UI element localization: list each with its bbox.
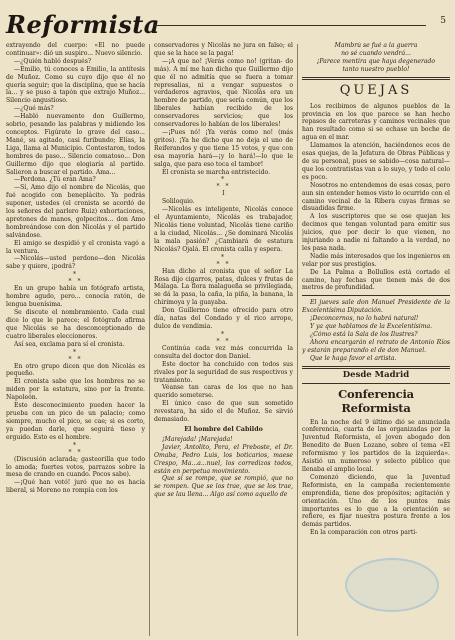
paragraph: Este doctor ha concluido con todos sus rivales por la seguridad de sus respectivos y tratamiento.	[154, 360, 293, 384]
section-rule	[302, 383, 450, 384]
verse-line: ¡Parece mentira que haya degenerado	[316, 57, 436, 65]
column-divider	[297, 44, 298, 636]
paragraph: —Nicolás es inteligente, Nicolás conoce el Ayuntamiento, Nicolás es trabajador, Nicolás tiene voluntad, Nicolás tiene cariño a la ciudad, Nicolás... ¿Se dominará Nicolás la mala pasión? ¿Cambiará de estatura Nicolás? Ojalá. El cronista calla y espera.	[154, 206, 293, 253]
paragraph: Que sí se rompe, que se rompió, que no se rompen. Que se los trae, que se los trae, que se lau llena... Algo así como aquello de	[154, 475, 293, 499]
paragraph: El único caso de que sun sometido revestara, ha sido el de Muñoz. Se sirvió demasiado.	[154, 400, 293, 424]
paragraph: El cronista se marcha entristecido.	[162, 168, 271, 176]
paragraph: —¿Qué más?	[14, 105, 54, 113]
column-divider	[149, 44, 150, 636]
paragraph: extrayendo del cuerpo: «El no puede continuar»: dió un suspiro... Nuevo silencio.	[6, 42, 145, 57]
paragraph: Este desconocimiento pueden hacer la prueba con un pico de un palacio; como siempre, mucho el pico, se cae; si es corto, ya puedan darle, que seguirá tieso y erguido. Esto es el hombre.	[6, 402, 145, 441]
masthead-rule	[154, 25, 426, 26]
page-number: 5	[440, 16, 446, 26]
paragraph: Soliloquio.	[162, 198, 195, 206]
note: ¡Deconcernos, no lo habrá natural!	[310, 315, 419, 323]
verse-line: Mambrú se fué a la guerra	[334, 42, 418, 49]
paragraph: —Perdona. ¿Tú eran Ama?	[14, 176, 96, 184]
paragraph: Han dicho al cronista que el señor La Rosa dijo cigarros, patas, dulces y frutas de Málaga. La flora malagueña se privilegiada, se dá la pasa, la caña, la piña, la banana, la chirimoya y la guayaba.	[154, 267, 293, 307]
paragraph: A los suscriptores que se ose quejan les decimos que tengan voluntad para emitir sus juicios, que por decir lo que vienen, no injuriando a nadie ni faltando a la verdad, no les pasa nada.	[302, 213, 450, 252]
paragraph: Comenzó diciendo, que la Juventud Reformista, en la campaña recientemente emprendida, tiene dos propósitos; agitación y orientación. Uno de los puntos más importantes es lo que a la orientación se refiere, es fijar nuestra postura frente a los demás partidos.	[302, 473, 450, 529]
masthead-logo: Reformista	[6, 10, 160, 39]
paragraph: —Sí, Amo dijo el nombre de Nicolás, que fué acogido con beneplácito. Ya podrás suponer, ustedes (el cronista se acordó de los señores del parlero Ruiz) exhortaciones, apretones de manos, golpecitos... don Amo hombreándose con don Nicolás y el partido salvándose.	[6, 184, 145, 239]
paragraph: Llamamos la atención, haciéndonos ecos de esas quejas, de la Jefatura de Obras Públicas y de su personal, pues se sabido—cosa natural—que los contratistas van a lo suyo, y todo el celo es poco.	[302, 142, 450, 181]
separator-asterisks: * * *	[216, 330, 231, 345]
paragraph: —Emilio, tú conoces a Emilio, la antítesis de Muñoz. Como su cuyo dijo que él no quería seguir; que la disciplina, que se hacía la... y se puso a tapón que extrajo Muñoz... Silencio angustioso.	[6, 65, 145, 105]
paragraph: Se discute el nombramiento. Cada cual dice lo que le parece; el fotógrafo afirma que Nicolás se ha desconceptionado de cuatro liberales eleccioneros.	[6, 309, 145, 340]
paragraph: Javier, Antolito, Pera, el Preboste, el Dr. Omaba, Pedro Luis, los boticarios, maese Crespo, Ma...a...nuel, los corredizos todos, están en perpetua movimiento.	[154, 443, 293, 475]
separator-asterisks: * * *	[68, 441, 83, 456]
paragraph: Don Guillermo tiene ofrecido para otro día, natas del Condado y el rico arrope, dulce de vendimia.	[154, 307, 293, 330]
section-rule	[302, 295, 450, 296]
separator-asterisks: * * *	[216, 176, 231, 191]
column-1	[6, 42, 145, 638]
separator-asterisks: * * *	[68, 348, 83, 363]
paragraph: El amigo se despidió y el cronista vagó a la ventura.	[6, 239, 145, 255]
note: Y ya que hablamos de la Excelentísima.	[310, 323, 433, 331]
paragraph: En la comparación con otros parti-	[310, 529, 418, 537]
paragraph: En la noche del 9 último dió se anunciada conferencia, cuarta de las organizadas por la Juventud Reformista, el joven abogado don Benedito de Buen Lozano, sobre el tema «El reformismo y los partidos de la izquierda». Asistió un numeroso y selecto público que llenaba el amplio local.	[302, 418, 450, 473]
note: El jueves sale don Manuel Presidente de la Excelentísima Diputación.	[302, 299, 450, 315]
paragraph: —¡A que no! ¡Verás como no! (gritan- do más). A mí me han dicho que Guillermo dijo que él no admitía que se fuera a tomar represalias, ni a vengar supuestos o verdaderos agravios, que Nicolás era un hombre de partido, que sería común, que los liberales habían recibido de los conservadores servicios; que los conservadores lo habían de los liberales!	[154, 57, 293, 129]
separator-asterisks: * * *	[216, 253, 231, 268]
conference-title: Conferencia Reformista	[338, 386, 414, 415]
paragraph: —¡Qué han votó! juró que no es hacía liberal, si Moreno no rompía con los	[6, 479, 145, 495]
paragraph: Así sea, exclama para sí el cronista.	[14, 340, 125, 348]
paragraph: —¿Quién habló después?	[14, 57, 92, 65]
verse-line: no sé cuando vendrá...	[341, 49, 411, 57]
section-rule	[302, 366, 450, 369]
paragraph: —¡Pues nó! ¡Ya verás como no! (más gritos). ¡Ya he dicho que no deja el uno de Reiferandos y que tiene 15 votos, y que con esa mayoría hará—¡y lo hará!—lo que le salga, que para eso toca el tambor!	[154, 128, 293, 168]
masthead	[4, 10, 450, 38]
library-stamp	[345, 558, 439, 612]
section-heading-madrid: Desde Madrid	[342, 369, 410, 380]
section-rule	[302, 77, 450, 80]
paragraph: Continúa cada vez más concurrida la consulta del doctor don Daniel.	[154, 344, 293, 360]
paragraph: conservadores y Nicolás no jura en falso; el que se la hace se la paga!	[154, 42, 293, 57]
column-3	[302, 42, 450, 638]
paragraph: En un grupo había un fotógrafo artista, hombre agudo, pero... conocía ratón, de lengua buenísima.	[6, 285, 145, 309]
separator-asterisks: * * *	[68, 271, 83, 286]
subheading-cabildo: El hombre del Cabildo	[184, 425, 263, 433]
note: Que le haga favor el artista.	[310, 354, 397, 362]
paragraph: De La Palma a Bollullos está cortado el camino, hay fechas que tienen más de dos metros de profundidad.	[302, 268, 450, 292]
note: ¿Cómo está la Sala de los Ilustres?	[310, 331, 418, 338]
paragraph: —Nicolás—usted perdone—don Nicolás sabe y quiere, ¡podrá?	[6, 255, 145, 271]
paragraph: Véanse tan caras de los que no han querido someterse.	[154, 384, 293, 400]
paragraph: (Discusión aclarada; gasteorilla que todo lo amoda; fuertes votos, parrazos sobre la mesa de crando en cuando. Pocos sabe).	[6, 455, 145, 479]
paragraph: Nadie más interesados que los ingenieros en velar por sus prestigios.	[302, 252, 450, 268]
paragraph: ¡Marejada! ¡Marejada!	[162, 435, 233, 443]
column-2	[154, 42, 293, 638]
paragraph: El cronista sabe que los hombres no se miden por la estatura, sino por la frente. Napoleón.	[6, 378, 145, 402]
quejas-title: QUEJAS	[339, 82, 413, 98]
soliloquy-numeral: I	[222, 190, 225, 198]
paragraph: Los recibimos de algunos pueblos de la provincia en los que parece se han hecho repasos de carreteras y caminos vecinales que han resultado como si se echase un boche de agua en el mar.	[302, 102, 450, 142]
note: Ahora encargarán el retrato de Antonio Ríos y estarán preparando el de don Manuel.	[302, 338, 450, 354]
verse-line: tanto nuestro pueblo!	[342, 65, 410, 73]
paragraph: —Habló nuevamente don Guillermo, sobrio, pesando las palabras y midiendo los conceptos. Figúrate lo grave del caso... Mané, su agitado, casi furibundo; Elías, la Liga, llama al Municipio. Contestaron, todos hombres de paso... Silencio comatoso... Don Guillermo dijo que elogiaría al partido. Salieron a buscar el partido. Ama...	[6, 113, 145, 176]
paragraph: En otro grupo dicen que don Nicolás es pequeño.	[6, 362, 145, 378]
paragraph: Nosotros no entendemos de esas cosas, pero aun sin entender hemos visto lo ocurrido con el camino vecinal de la Ribera cuyas firmas se disuadidas firme.	[302, 181, 450, 213]
